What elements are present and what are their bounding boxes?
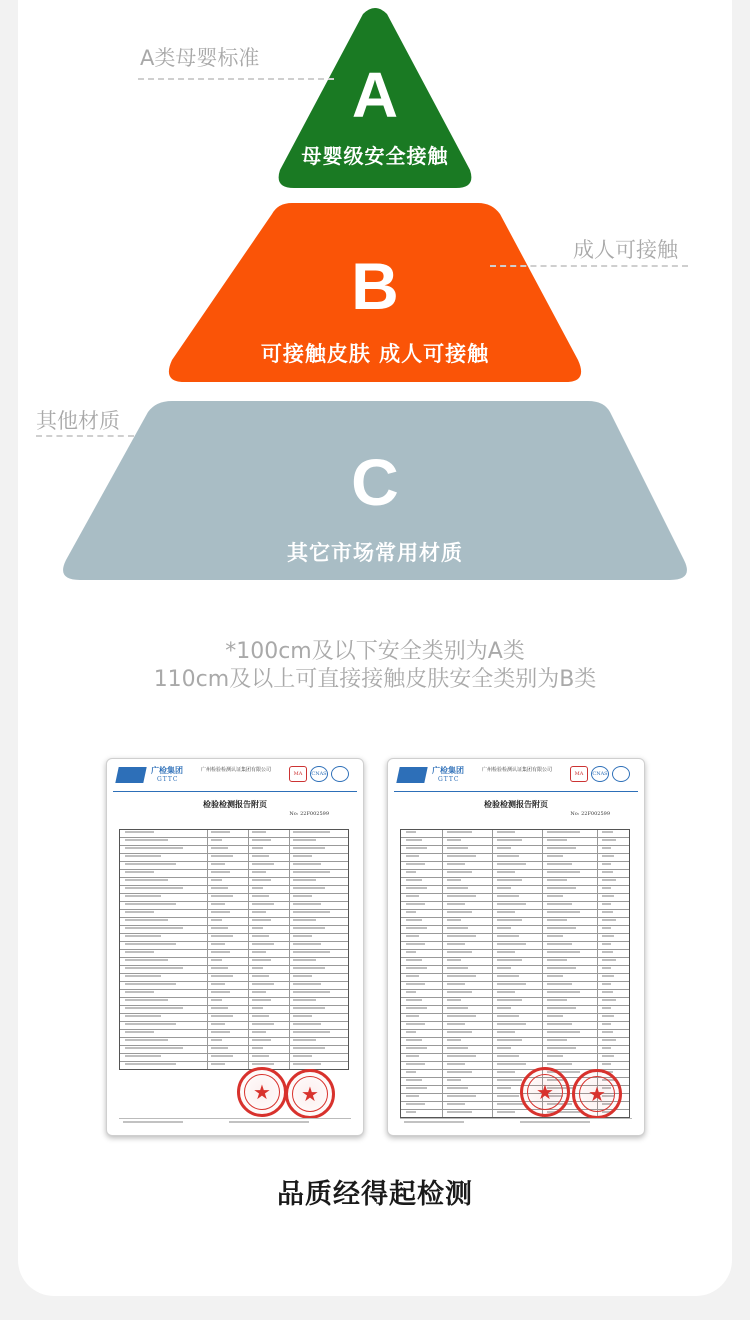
report-table-row: [401, 998, 629, 1006]
report-table-row: [401, 926, 629, 934]
report-table-row: [120, 1038, 348, 1046]
report-table-row: [120, 910, 348, 918]
report-table-row: [401, 886, 629, 894]
report-number: No: 22F002599: [289, 811, 329, 817]
report-table-row: [120, 862, 348, 870]
report-table-row: [120, 894, 348, 902]
report-company: 广州检验检测认证集团有限公司: [482, 767, 553, 773]
report-table-row: [401, 918, 629, 926]
cnas-mark-icon: CNAS: [591, 766, 609, 782]
report-brand: 广检集团: [432, 765, 464, 775]
report-table-row: [401, 878, 629, 886]
report-title: 检验检测报告附页: [203, 799, 267, 809]
level-c-letter: C: [351, 445, 399, 519]
note-line-2: 110cm及以上可直接接触皮肤安全类别为B类: [153, 667, 597, 692]
report-table-row: [120, 950, 348, 958]
level-a-dash-line: [138, 78, 334, 80]
report-number: No: 22F002599: [570, 811, 610, 817]
report-header: [113, 765, 357, 792]
report-table-row: [120, 982, 348, 990]
report-table-row: [120, 990, 348, 998]
report-brand: 广检集团: [151, 765, 183, 775]
report-table: [119, 829, 349, 1070]
report-table-row: [401, 1038, 629, 1046]
official-seal-icon: ★: [237, 1067, 287, 1117]
level-a-letter: A: [351, 59, 399, 131]
cma-mark-icon: MA: [289, 766, 307, 782]
level-b-caption: 可接触皮肤 成人可接触: [260, 342, 490, 366]
report-table-row: [401, 1022, 629, 1030]
test-report-image-1: [106, 758, 364, 1136]
report-table-row: [120, 926, 348, 934]
report-company: 广州检验检测认证集团有限公司: [201, 767, 272, 773]
level-a-side-label: A类母婴标准: [140, 46, 260, 70]
report-table-row: [120, 870, 348, 878]
report-table-row: [401, 1030, 629, 1038]
report-table-row: [120, 854, 348, 862]
report-table-row: [401, 910, 629, 918]
note-line-1: *100cm及以下安全类别为A类: [225, 639, 525, 664]
ilac-mark-icon: [612, 766, 630, 782]
bottom-title: 品质经得起检测: [277, 1179, 473, 1210]
report-brand-en: GTTC: [157, 776, 179, 783]
report-table-row: [401, 894, 629, 902]
level-a-caption: 母婴级安全接触: [301, 144, 449, 168]
report-table-row: [401, 830, 629, 838]
report-table-row: [401, 862, 629, 870]
report-table-row: [120, 878, 348, 886]
report-table-row: [401, 982, 629, 990]
report-table-row: [120, 974, 348, 982]
report-title: 检验检测报告附页: [484, 799, 548, 809]
report-table-row: [401, 1014, 629, 1022]
report-table-row: [120, 958, 348, 966]
gttc-logo-icon: [396, 767, 427, 783]
report-table-row: [401, 902, 629, 910]
report-table-row: [401, 870, 629, 878]
report-table-row: [120, 998, 348, 1006]
report-table-row: [401, 974, 629, 982]
level-b-side-label: 成人可接触: [573, 238, 678, 262]
test-report-image-2: [387, 758, 645, 1136]
cnas-mark-icon: CNAS: [310, 766, 328, 782]
report-table-row: [120, 902, 348, 910]
report-table-row: [120, 830, 348, 838]
report-header: [394, 765, 638, 792]
report-table-row: [401, 1054, 629, 1062]
report-table-row: [120, 1062, 348, 1069]
report-table-row: [120, 1054, 348, 1062]
report-table-row: [120, 934, 348, 942]
report-table-row: [120, 1014, 348, 1022]
report-table-row: [401, 934, 629, 942]
report-table-row: [401, 838, 629, 846]
report-table-row: [401, 990, 629, 998]
report-table-row: [120, 966, 348, 974]
report-table-row: [120, 886, 348, 894]
report-table-row: [401, 854, 629, 862]
report-table-row: [120, 1046, 348, 1054]
report-table-row: [120, 1030, 348, 1038]
report-table-row: [401, 958, 629, 966]
level-c-side-label: 其他材质: [36, 409, 120, 433]
report-footer: [119, 1118, 351, 1129]
ilac-mark-icon: [331, 766, 349, 782]
report-brand-en: GTTC: [438, 776, 460, 783]
report-table-row: [401, 950, 629, 958]
level-b-dash-line: [490, 265, 688, 267]
level-c-caption: 其它市场常用材质: [287, 541, 463, 565]
report-table-row: [120, 1022, 348, 1030]
cma-mark-icon: MA: [570, 766, 588, 782]
report-table-row: [401, 942, 629, 950]
report-table-row: [401, 1046, 629, 1054]
official-seal-icon: ★: [572, 1069, 622, 1119]
level-c-dash-line: [36, 435, 134, 437]
official-seal-icon: ★: [285, 1069, 335, 1119]
official-seal-icon: ★: [520, 1067, 570, 1117]
report-footer: [400, 1118, 632, 1129]
gttc-logo-icon: [115, 767, 146, 783]
report-table-row: [401, 846, 629, 854]
report-table-row: [120, 942, 348, 950]
report-table-row: [120, 918, 348, 926]
level-b-letter: B: [351, 249, 399, 323]
report-table-row: [120, 846, 348, 854]
report-table-row: [401, 1006, 629, 1014]
report-table-row: [401, 966, 629, 974]
report-table-row: [120, 1006, 348, 1014]
report-table-row: [120, 838, 348, 846]
